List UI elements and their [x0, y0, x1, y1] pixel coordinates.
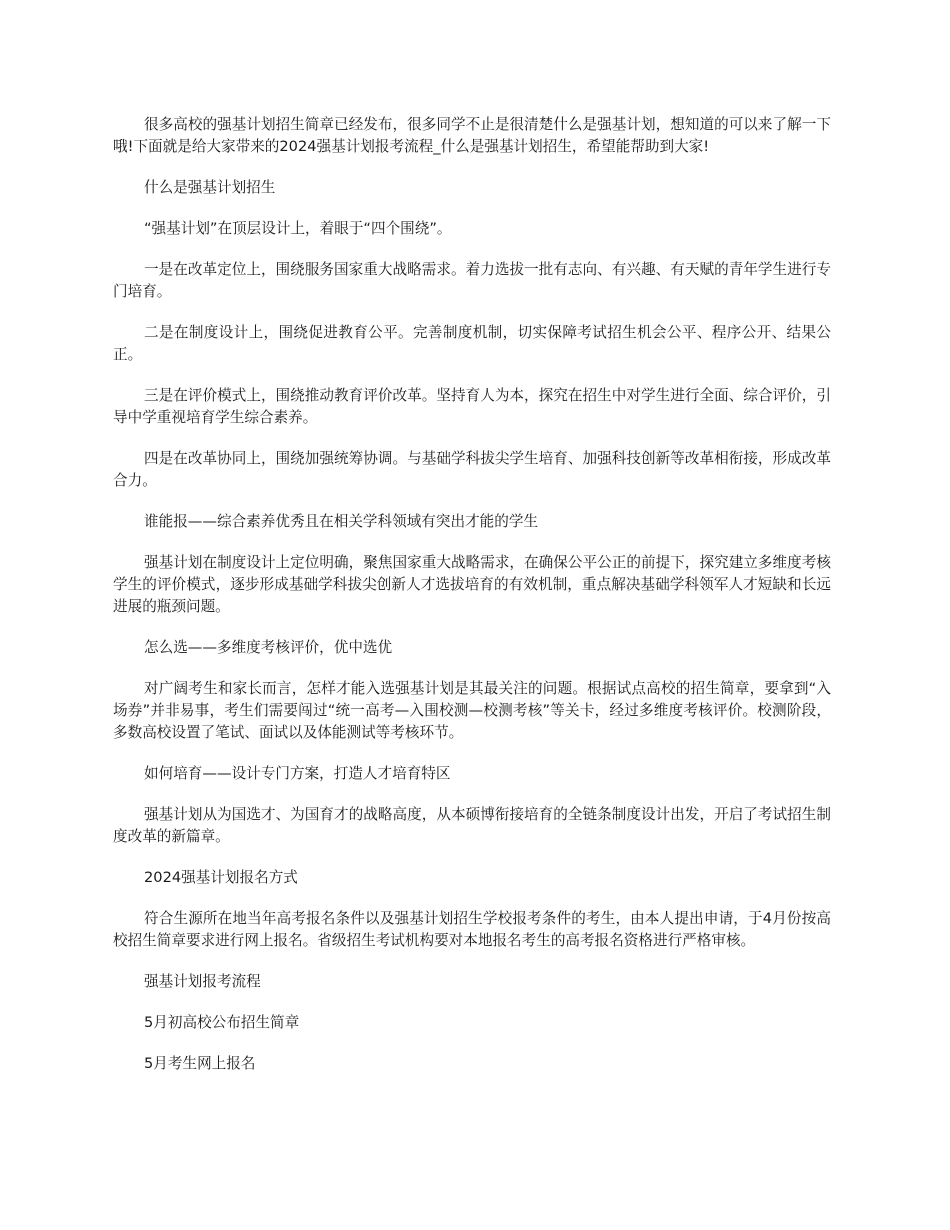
how-to-cultivate-paragraph: 强基计划从为国选才、为国育才的战略高度，从本硕博衔接培育的全链条制度设计出发，开启了考试招生制度改革的新篇章。 [113, 806, 831, 845]
section-heading-registration-method: 2024强基计划报名方式 [144, 869, 298, 886]
intro-paragraph: 很多高校的强基计划招生简章已经发布，很多同学不止是很清楚什么是强基计划，想知道的可以来了解一下哦!下面就是给大家带来的2024强基计划报考流程_什么是强基计划招生，希望能帮助到大家! [113, 116, 831, 155]
registration-method-paragraph: 符合生源所在地当年高考报名条件以及强基计划招生学校报考条件的考生，由本人提出申请，于4月份按高校招生简章要求进行网上报名。省级招生考试机构要对本地报名考生的高考报名资格进行严格审核。 [113, 910, 831, 949]
section-heading-what-is: 什么是强基计划招生 [144, 179, 276, 196]
document-body [113, 114, 831, 1094]
process-step-early-may: 5月初高校公布招生简章 [144, 1014, 300, 1031]
process-step-may-registration: 5月考生网上报名 [144, 1055, 256, 1072]
who-can-apply-paragraph: 强基计划在制度设计上定位明确，聚焦国家重大战略需求，在确保公平公正的前提下，探究建立多维度考核学生的评价模式，逐步形成基础学科拔尖创新人才选拔培育的有效机制，重点解决基础学科领军人才短缺和长远进展的瓶颈问题。 [113, 554, 831, 615]
section-heading-how-to-select: 怎么选——多维度考核评价，优中选优 [144, 639, 393, 656]
how-to-select-paragraph: 对广阔考生和家长而言，怎样才能入选强基计划是其最关注的问题。根据试点高校的招生简章，要拿到“入场券”并非易事，考生们需要闯过“统一高考—入围校测—校测考核”等关卡，经过多维度考核评价。校测阶段，多数高校设置了笔试、面试以及体能测试等考核环节。 [113, 680, 831, 741]
focus-four-paragraph: 四是在改革协同上，围绕加强统筹协调。与基础学科拔尖学生培育、加强科技创新等改革相衔接，形成改革合力。 [113, 450, 831, 489]
section-heading-who-can-apply: 谁能报——综合素养优秀且在相关学科领域有突出才能的学生 [144, 513, 539, 530]
focus-one-paragraph: 一是在改革定位上，围绕服务国家重大战略需求。着力选拔一批有志向、有兴趣、有天赋的青年学生进行专门培育。 [113, 261, 831, 300]
section-heading-how-to-cultivate: 如何培育——设计专门方案，打造人才培育特区 [144, 765, 451, 782]
focus-three-paragraph: 三是在评价模式上，围绕推动教育评价改革。坚持育人为本，探究在招生中对学生进行全面、综合评价，引导中学重视培育学生综合素养。 [113, 387, 831, 426]
focus-two-paragraph: 二是在制度设计上，围绕促进教育公平。完善制度机制，切实保障考试招生机会公平、程序公开、结果公正。 [113, 324, 831, 363]
section-heading-application-process: 强基计划报考流程 [144, 973, 261, 990]
four-focuses-paragraph: “强基计划”在顶层设计上，着眼于“四个围绕”。 [144, 220, 452, 237]
